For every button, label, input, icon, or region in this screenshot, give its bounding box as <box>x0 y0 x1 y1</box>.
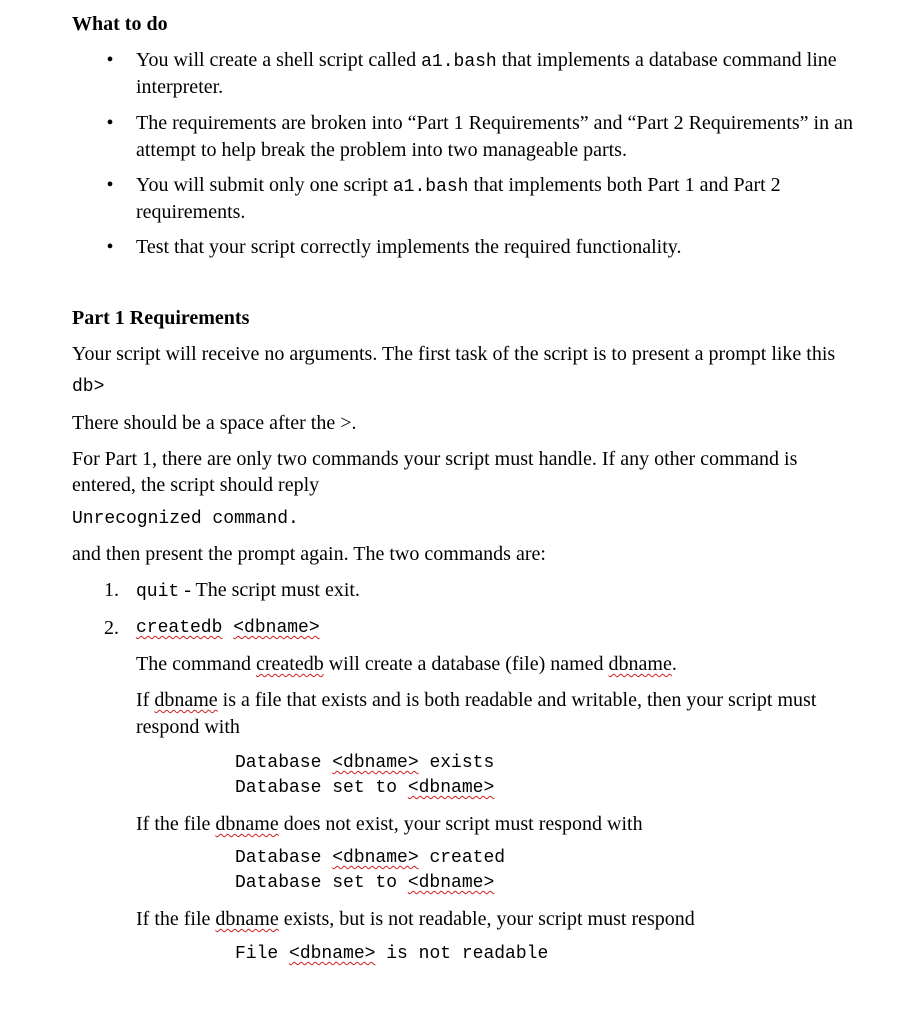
bullet-item-1-line2: interpreter. <box>136 76 224 98</box>
list-item-createdb <box>136 615 896 642</box>
code-filename: a1.bash <box>392 177 469 197</box>
createdb-explanation: The command createdb will create a database (file) named dbname. <box>136 653 677 675</box>
list-number-2: 2. <box>104 617 119 639</box>
space-note: There should be a space after the >. <box>72 412 357 434</box>
output-not-readable-line: File <dbname> is not readable <box>235 944 549 964</box>
bullet-item-2-line2: attempt to help break the problem into two manageable parts. <box>136 139 627 161</box>
readable-writable-condition-line2: respond with <box>136 716 240 738</box>
bullet-item-4: Test that your script correctly implements the required functionality. <box>136 236 682 258</box>
prompt-example: db> <box>72 377 105 397</box>
bullet-item-1: You will create a shell script called a1.bash that implements a database command line <box>136 49 837 72</box>
bullet-marker: • <box>106 49 114 71</box>
readable-writable-condition: If dbname is a file that exists and is both readable and writable, then your script must <box>136 689 817 711</box>
output-created-line: Database <dbname> created <box>235 848 506 868</box>
unrecognized-output: Unrecognized command. <box>72 509 299 529</box>
code-filename: a1.bash <box>421 52 497 72</box>
command-quit: quit <box>136 582 180 602</box>
list-item-quit: quit - The script must exit. <box>136 579 360 602</box>
output-set-line: Database set to <dbname> <box>235 778 495 798</box>
bullet-item-3: You will submit only one script a1.bash that implements both Part 1 and Part 2 <box>136 174 781 197</box>
output-set-line-2: Database set to <dbname> <box>235 873 495 893</box>
bullet-item-3-line2: requirements. <box>136 201 246 223</box>
bullet-marker: • <box>106 174 114 196</box>
commands-intro-line2: entered, the script should reply <box>72 474 320 496</box>
not-readable-condition: If the file dbname exists, but is not readable, your script must respond <box>136 908 695 930</box>
command-createdb: createdb <box>136 618 223 638</box>
section-heading-what-to-do: What to do <box>72 13 168 35</box>
bullet-marker: • <box>106 112 114 134</box>
commands-intro-line1: For Part 1, there are only two commands your script must handle. If any other command is <box>72 448 798 470</box>
bullet-item-2: The requirements are broken into “Part 1 Requirements” and “Part 2 Requirements” in an <box>136 112 853 134</box>
bullet-marker: • <box>106 236 114 258</box>
output-exists-line: Database <dbname> exists <box>235 753 495 773</box>
then-prompt-text: and then present the prompt again. The two commands are: <box>72 543 546 565</box>
section-heading-part1: Part 1 Requirements <box>72 307 250 329</box>
part1-intro: Your script will receive no arguments. The first task of the script is to present a prompt like this <box>72 343 836 365</box>
not-exist-condition: If the file dbname does not exist, your script must respond with <box>136 813 643 835</box>
command-arg: <dbname> <box>233 618 320 638</box>
list-number-1: 1. <box>104 579 119 601</box>
